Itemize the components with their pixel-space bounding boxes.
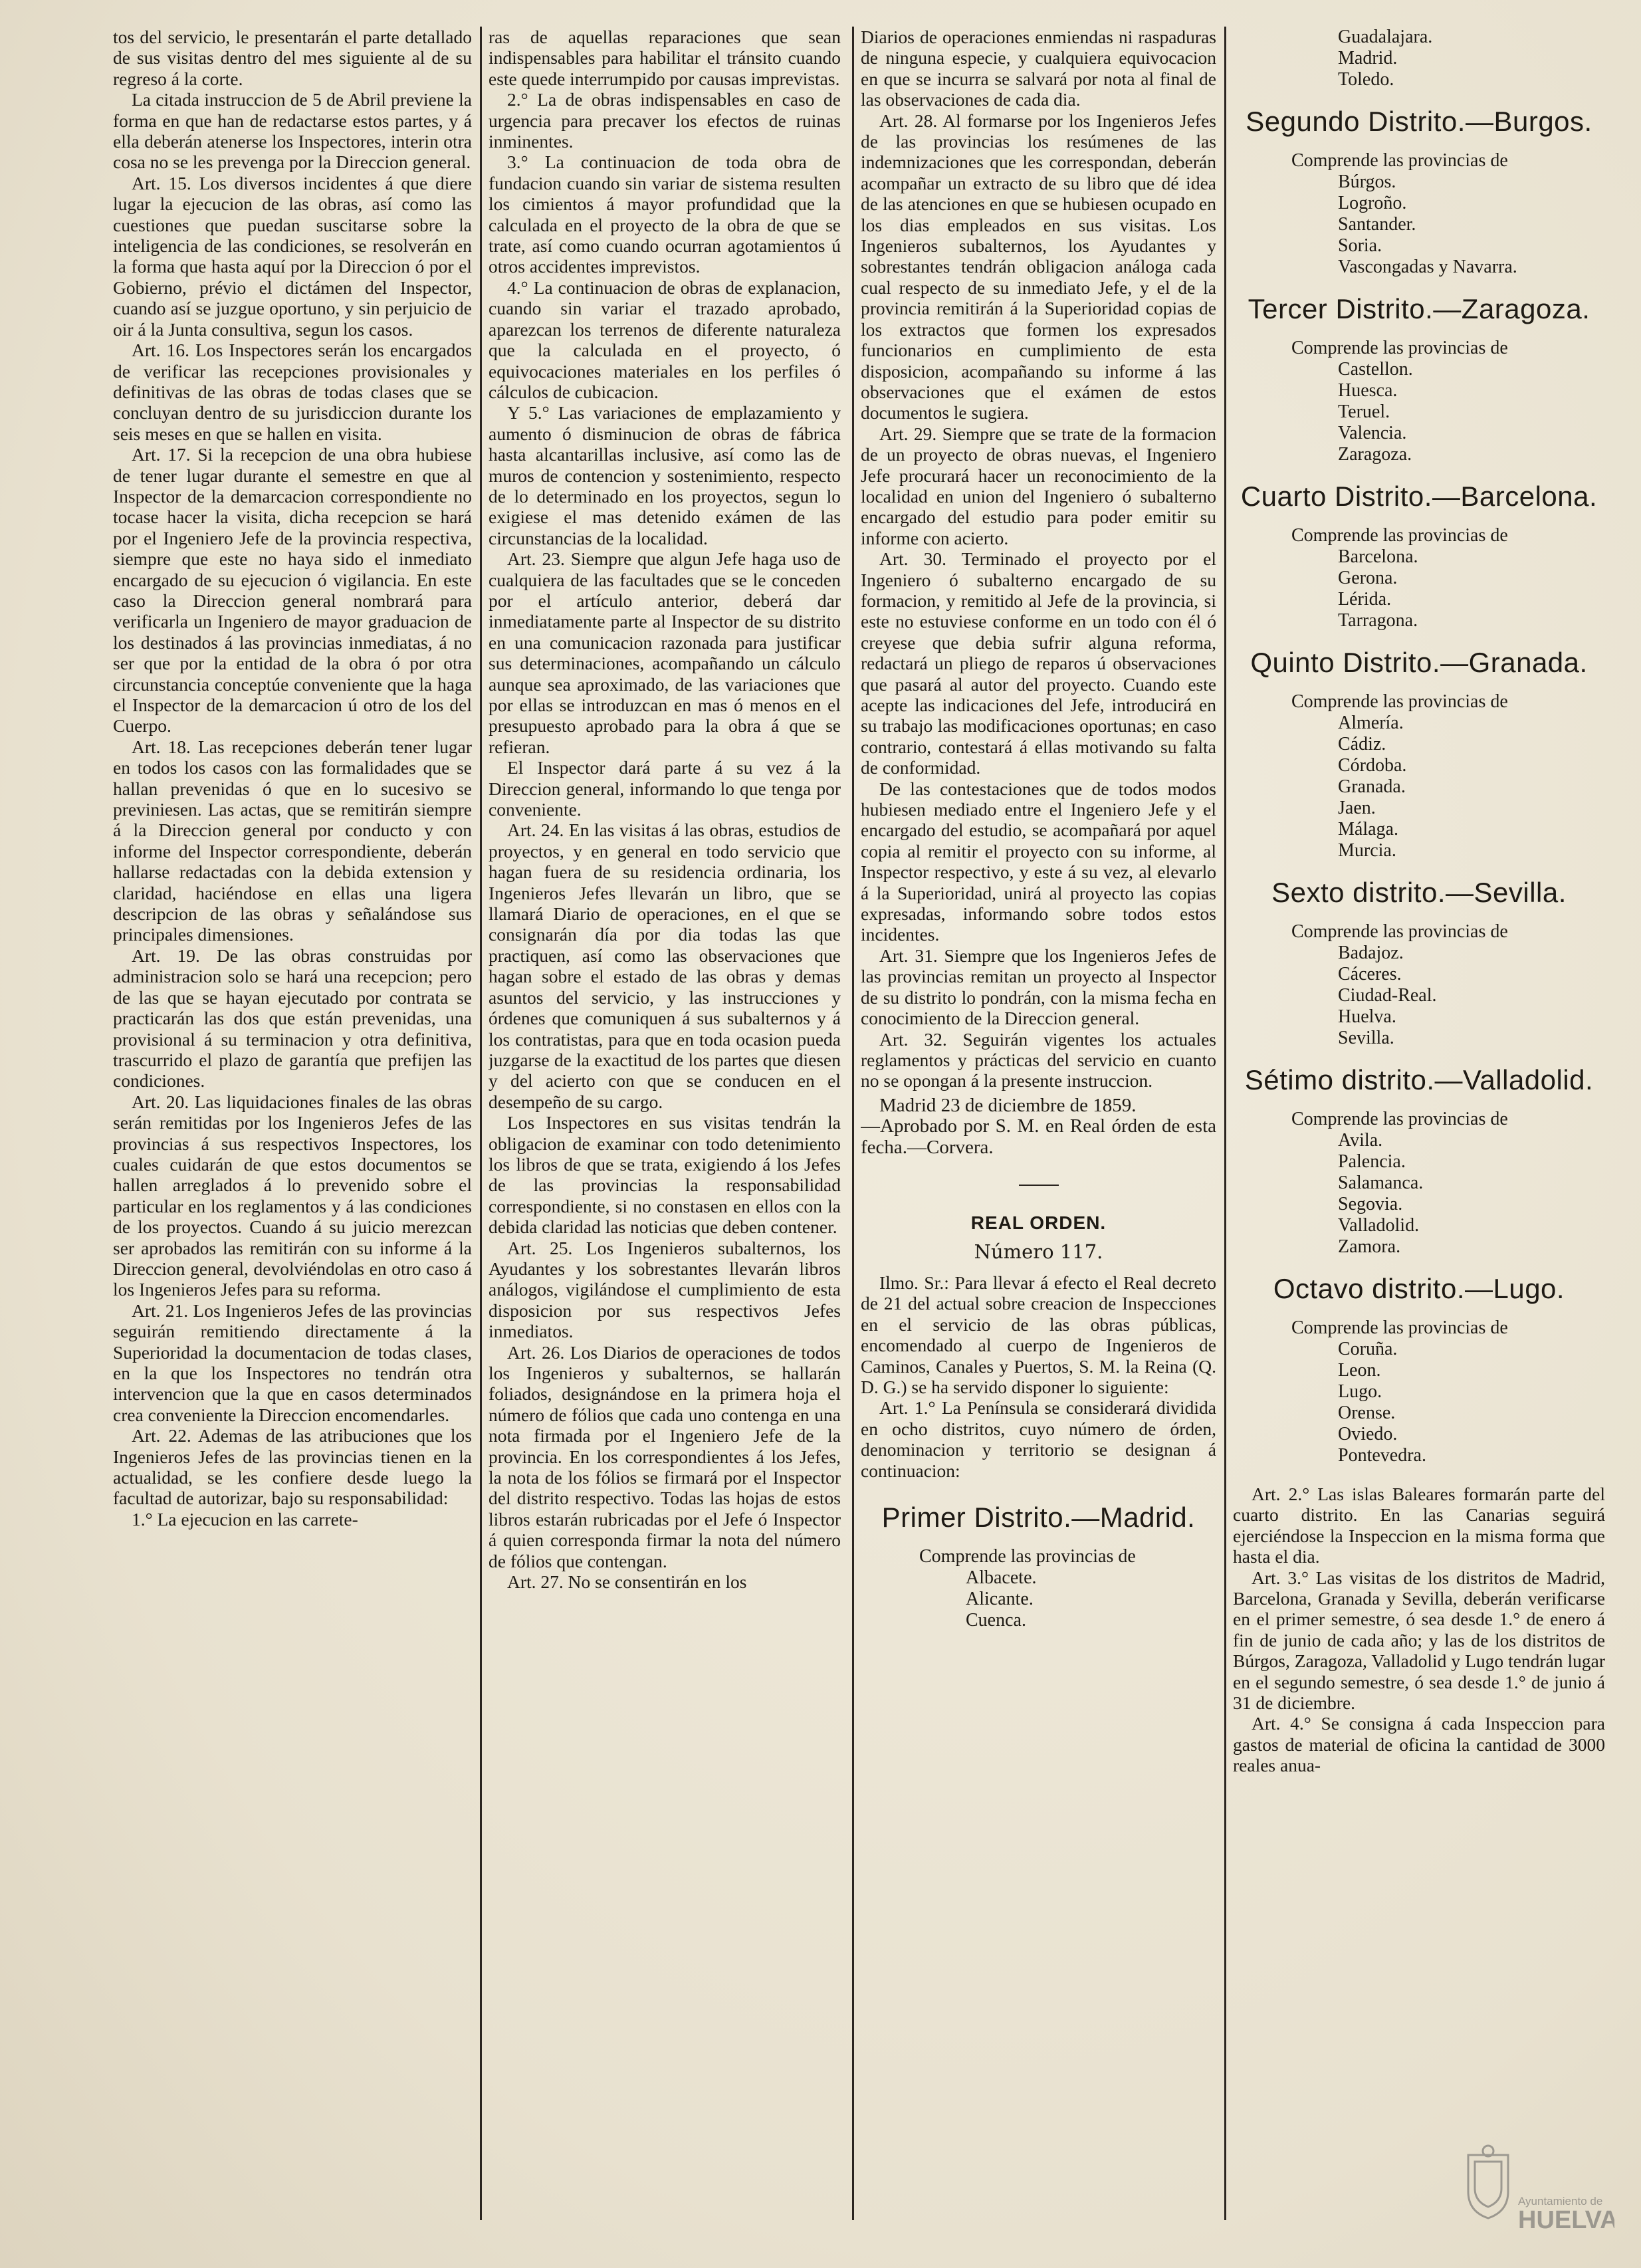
real-orden-title: REAL ORDEN.: [970, 1212, 1107, 1233]
district-heading: Sexto distrito.—Sevilla.: [1271, 877, 1567, 908]
district-province-list: [861, 1567, 1216, 1631]
province-name: Pontevedra.: [1338, 1445, 1426, 1466]
province-name: Logroño.: [1338, 193, 1407, 213]
province-name: Oviedo.: [1338, 1424, 1398, 1444]
paragraph: Art. 3.° Las visitas de los distritos de Madrid, Barcelona, Granada y Sevilla, deberán verificarse en el primer semestre, ó sea desde 1.° de enero á fin de junio de cada año; y las de los distritos de Búrgos, Zaragoza, Valladolid y Lugo tendrán lugar en el segundo semestre, ó sea desde 1.° de junio á 31 de diciembre.: [1233, 1567, 1605, 1714]
province-name: Albacete.: [966, 1567, 1037, 1588]
province-name: Valencia.: [1338, 423, 1407, 443]
province-name: Granada.: [1338, 776, 1406, 797]
province-name: Zamora.: [1338, 1236, 1401, 1257]
paragraph: Art. 20. Las liquidaciones finales de las obras serán remitidas por los Ingenieros Jefes de las provincias á sus respectivos Inspectores, los cuales cuidarán de que estos documentos se hallen arreglados á lo prevenido sobre el particular en los reglamentos y á las condiciones de los proyectos. Cuando á su juicio merezcan ser aprobados las remitirán con su informe á la Direccion general, devolviéndolas en otro caso á los Ingenieros Jefes para su reforma.: [113, 1091, 472, 1300]
district-comprises: Comprende las provincias de: [1291, 525, 1508, 546]
province-name: Gerona.: [1338, 568, 1398, 588]
district-province-list: [1233, 27, 1605, 90]
province-name: Soria.: [1338, 235, 1382, 256]
column-3-articles: [861, 27, 1216, 1091]
province-name: Murcia.: [1338, 840, 1396, 861]
paragraph: Art. 24. En las visitas á las obras, estudios de proyectos, y en general en todo servicio que hagan fuera de su residencia ordinaria, los Ingenieros Jefes llevarán un libro, que se llamará Diario de operaciones, en el que se consignarán día por dia todas las que practiquen, así como las observaciones que hagan sobre el estado de las obras y demas asuntos del servicio, y las instrucciones y órdenes que comuniquen á sus subalternos y á los contratistas, para que en toda ocasion pueda juzgarse de la exactitud de los partes que diesen y del acierto con que se conducen en el desempeño de su cargo.: [489, 820, 841, 1112]
paragraph: Art. 21. Los Ingenieros Jefes de las provincias seguirán remitiendo directamente á la Superioridad la documentacion de todas clases, en la que los Inspectores no tendrán otra intervencion que la que en casos determinados crea conveniente la Direccion encomendarles.: [113, 1300, 472, 1425]
district-comprises: Comprende las provincias de: [1291, 150, 1508, 171]
paragraph: Art. 27. No se consentirán en los: [507, 1571, 747, 1593]
province-name: Lérida.: [1338, 589, 1392, 610]
paragraph: Art. 25. Los Ingenieros subalternos, los Ayudantes y los sobrestantes llevarán libros análogos, vigilándose el cumplimiento de esta disposicion por sus respectivos Jefes inmediatos.: [489, 1237, 841, 1342]
paragraph: Art. 15. Los diversos incidentes á que diere lugar la ejecucion de las obras, así como las cuestiones que puedan suscitarse sobre la inteligencia de las condiciones, se resolverán en la forma que hasta aquí por la Direccion ó por el Gobierno, prévio el dictámen del Inspector, cuando así se juzgue oportuno, y sin perjuicio de oir á la Junta consultiva, segun los casos.: [113, 172, 472, 340]
paragraph: Art. 28. Al formarse por los Ingenieros Jefes de las provincias los resúmenes de las indemnizaciones que les correspondan, deberán acompañar un extracto de su libro que dé idea de las atenciones en que se hubiesen ocupado en los dias empleados en sus visitas. Los Ingenieros subalternos, los Ayudantes y sobrestantes tendrán obligacion análoga cada cual respecto de su inmediato Jefe, y el de la provincia remitirán á la Superioridad copias de los extractos que formen los expresados funcionarios en cumplimiento de esta disposicion, acompañando su informe á las observaciones que el exámen de estos documentos le sugiera.: [861, 110, 1216, 423]
province-name: Ciudad-Real.: [1338, 985, 1437, 1006]
province-name: Córdoba.: [1338, 755, 1407, 776]
signature-date: Madrid 23 de diciembre de 1859.: [879, 1094, 1137, 1116]
province-name: Jaen.: [1338, 798, 1376, 818]
paragraph: Art. 29. Siempre que se trate de la formacion de un proyecto de obras nuevas, el Ingeniero Jefe procurará hacer un reconocimiento de la localidad en union del Ingeniero ó subalterno encargado del estudio para poder emitir su informe con acierto.: [861, 423, 1216, 548]
paragraph: Y 5.° Las variaciones de emplazamiento y aumento ó disminucion de obras de fábrica hasta alcantarillas inclusive, así como las de muros de contencion y sostenimiento, respecto de lo determinado en los proyectos, segun lo exigiese el mas detenido exámen de las circunstancias de la localidad.: [489, 402, 841, 548]
province-name: Lugo.: [1338, 1381, 1382, 1402]
province-name: Salamanca.: [1338, 1173, 1424, 1193]
province-name: Zaragoza.: [1338, 444, 1412, 465]
province-name: Sevilla.: [1338, 1028, 1394, 1048]
province-name: Huesca.: [1338, 380, 1398, 401]
stamp-line1: Ayuntamiento de: [1518, 2195, 1603, 2208]
province-name: Búrgos.: [1338, 171, 1396, 192]
district-heading: Cuarto Distrito.—Barcelona.: [1240, 481, 1598, 512]
real-orden-article-1: Art. 1.° La Península se considerará dividida en ocho distritos, cuyo número de órden, denominacion y territorio se designan á continuacion:: [861, 1397, 1216, 1481]
district-heading: Sétimo distrito.—Valladolid.: [1244, 1064, 1594, 1095]
province-name: Cuenca.: [966, 1610, 1026, 1631]
column-3: [861, 27, 1216, 2240]
province-name: Huelva.: [1338, 1006, 1396, 1027]
section-divider: [1019, 1185, 1059, 1186]
province-name: Toledo.: [1338, 69, 1394, 90]
column-divider: [1224, 27, 1226, 2220]
province-name: Badajoz.: [1338, 943, 1404, 963]
paragraph: 3.° La continuacion de toda obra de fundacion cuando sin variar de sistema resulten los cimientos á mayor profundidad que la calculada en el proyecto de la obra de que se trate, así como cuando ocurran agotamientos ú otros accidentes imprevistos.: [489, 152, 841, 277]
paragraph: 2.° La de obras indispensables en caso de urgencia para precaver los efectos de ruinas inminentes.: [489, 89, 841, 152]
province-name: Palencia.: [1338, 1151, 1406, 1172]
province-name: Cádiz.: [1338, 734, 1386, 754]
province-name: Madrid.: [1338, 48, 1398, 68]
province-name: Segovia.: [1338, 1194, 1403, 1214]
paragraph: La citada instruccion de 5 de Abril previene la forma en que han de redactarse estos partes, y á ella deberán atenerse los Inspectores, interin otra cosa no se les prevenga por la Direccion general.: [113, 89, 472, 173]
paragraph: Art. 2.° Las islas Baleares formarán parte del cuarto distrito. En las Canarias seguirá ejerciéndose la Inspeccion en la misma forma que hasta el dia.: [1233, 1484, 1605, 1567]
district-comprises: Comprende las provincias de: [1291, 691, 1508, 712]
district-comprises: Comprende las provincias de: [1291, 1109, 1508, 1129]
paragraph: De las contestaciones que de todos modos hubiesen mediado entre el Ingeniero Jefe y el encargado del estudio, se acompañará por aquel copia al remitir el proyecto con su informe, al Inspector respectivo, y este á su vez, al elevarlo á la Superioridad, unirá al proyecto las copias expresadas, informando sobre todos estos incidentes.: [861, 778, 1216, 945]
paragraph: Los Inspectores en sus visitas tendrán la obligacion de examinar con todo detenimiento los libros de que se trata, exigiendo á los Jefes de las provincias la responsabilidad correspondiente, si no constasen en ellos con la debida claridad las noticias que deben contener.: [489, 1112, 841, 1238]
province-name: Vascongadas y Navarra.: [1338, 257, 1517, 277]
province-name: Valladolid.: [1338, 1215, 1420, 1236]
column-2: [489, 27, 841, 2240]
district-heading: Quinto Distrito.—Granada.: [1250, 647, 1588, 678]
province-name: Orense.: [1338, 1403, 1396, 1423]
stamp-line2: HUELVA: [1518, 2206, 1614, 2234]
province-name: Almería.: [1338, 713, 1404, 733]
column-1: [113, 27, 472, 2240]
province-name: Cáceres.: [1338, 964, 1402, 984]
province-name: Teruel.: [1338, 401, 1390, 422]
paragraph: Art. 32. Seguirán vigentes los actuales reglamentos y prácticas del servicio en cuanto no se opongan á la presente instruccion.: [861, 1028, 1216, 1091]
district-comprises: Comprende las provincias de: [1291, 921, 1508, 942]
district-comprises: Comprende las provincias de: [1291, 338, 1508, 358]
paragraph: Art. 31. Siempre que los Ingenieros Jefes de las provincias remitan un proyecto al Inspector de su distrito lo pondrán, con la misma fecha en conocimiento de la Direccion general.: [861, 945, 1216, 1029]
province-name: Coruña.: [1338, 1339, 1398, 1359]
coat-of-arms-icon: [1455, 2142, 1614, 2241]
district-heading: Segundo Distrito.—Burgos.: [1246, 106, 1592, 137]
paragraph: Art. 30. Terminado el proyecto por el Ingeniero ó subalterno encargado de su formacion, y remitido al Jefe de la provincia, si este no estuviese conforme en un todo con él ó creyese que debia sufrir alguna reforma, redactará un pliego de reparos ú observaciones que pasará al autor del proyecto. Cuando este acepte las indicaciones del Jefe, introducirá en su trabajo las modificaciones oportunas; en caso contrario, contestará á ellas motivando su falta de conformidad.: [861, 548, 1216, 778]
column-divider: [480, 27, 482, 2220]
province-name: Tarragona.: [1338, 610, 1418, 631]
province-name: Leon.: [1338, 1360, 1381, 1381]
province-name: Avila.: [1338, 1130, 1383, 1151]
province-name: Barcelona.: [1338, 546, 1418, 567]
province-name: Alicante.: [966, 1589, 1034, 1609]
paragraph: Art. 19. De las obras construidas por administracion solo se hará una recepcion; pero de las que se hayan ejecutado por contrata se practicarán las dos que están prevenidas, una provisional á su terminacion y otra definitiva, trascurrido el plazo de garantía que prefijen las condiciones.: [113, 945, 472, 1091]
paragraph: tos del servicio, le presentarán el parte detallado de sus visitas dentro del mes siguiente al de su regreso á la corte.: [113, 27, 472, 89]
paragraph: Art. 18. Las recepciones deberán tener lugar en todos los casos con las formalidades que se hallan prevenidas ó que en lo sucesivo se previniesen. Las actas, que se remitirán siempre á la Direccion general por conducto y con informe del Inspector correspondiente, deberán hallarse redactadas con la debida extension y claridad, haciéndose en ellas una ligera descripcion de las obras y señalándose sus principales dimensiones.: [113, 736, 472, 945]
district-heading: Primer Distrito.—Madrid.: [881, 1502, 1196, 1533]
district-heading: Octavo distrito.—Lugo.: [1273, 1273, 1565, 1304]
column-4: [1233, 27, 1605, 2240]
paragraph: 1.° La ejecucion en las carrete-: [132, 1508, 358, 1530]
district-comprises: Comprende las provincias de: [1291, 1317, 1508, 1338]
district-heading: Tercer Distrito.—Zaragoza.: [1248, 293, 1590, 324]
district-comprises: Comprende las provincias de: [919, 1546, 1136, 1567]
huelva-archive-logo: [1455, 2142, 1614, 2241]
paragraph: Art. 16. Los Inspectores serán los encargados de verificar las recepciones provisionales y definitivas de las obras de todas clases que se concluyan dentro de su jurisdiccion durante los seis meses en que se hallen en visita.: [113, 340, 472, 444]
paragraph: Art. 26. Los Diarios de operaciones de todos los Ingenieros y subalternos, se hallarán foliados, designándose en la primera hoja el número de fólios que cada uno contenga en una nota firmada por el Ingeniero Jefe de la provincia. En los correspondientes á los Jefes, la nota de los fólios se firmará por el Inspector del distrito respectivo. Todas las hojas de estos libros estarán rubricadas por el Jefe ó Inspector á quien corresponda firmar la nota del número de fólios que contengan.: [489, 1341, 841, 1571]
real-orden-body: Ilmo. Sr.: Para llevar á efecto el Real decreto de 21 del actual sobre creacion de Inspecciones en el servicio de las obras públicas, encomendado al cuerpo de Ingenieros de Caminos, Canales y Puertos, S. M. la Reina (Q. D. G.) se ha servido disponer lo siguiente:: [861, 1272, 1216, 1397]
paragraph: Art. 23. Siempre que algun Jefe haga uso de cualquiera de las facultades que se le conceden por el artículo anterior, deberá dar inmediatamente parte al Inspector de su distrito en una comunicacion razonada para justificar sus determinaciones, acompañando un cálculo aunque sea aproximado, de las variaciones que por ellas se introduzcan en mas ó menos en el presupuesto aprobado para la obra á que se refieran.: [489, 548, 841, 757]
paragraph: Art. 22. Ademas de las atribuciones que los Ingenieros Jefes de las provincias tienen en la actualidad, se les confiere desde luego la facultad de autorizar, bajo su responsabilidad:: [113, 1425, 472, 1509]
province-name: Málaga.: [1338, 819, 1398, 840]
paragraph: 4.° La continuacion de obras de explanacion, cuando sin variar el trazado aprobado, aparezcan los terrenos de diferente naturaleza que la calculada en el proyecto, ó equivocaciones materiales en los perfiles ó cálculos de cubicacion.: [489, 277, 841, 402]
signature-approval: —Aprobado por S. M. en Real órden de esta fecha.—Corvera.: [861, 1115, 1216, 1158]
column-4-articles: [1233, 1484, 1605, 1776]
district-list: [1233, 105, 1605, 1466]
paragraph: ras de aquellas reparaciones que sean indispensables para habilitar el tránsito cuando este quede interrumpido por causas imprevistas.: [489, 27, 841, 89]
paragraph: El Inspector dará parte á su vez á la Direccion general, informando lo que tenga por conveniente.: [489, 757, 841, 820]
real-orden-number: Número 117.: [974, 1240, 1103, 1263]
paragraph: Art. 4.° Se consigna á cada Inspeccion para gastos de material de oficina la cantidad de 3000 reales anua-: [1233, 1713, 1605, 1776]
paragraph: Art. 17. Si la recepcion de una obra hubiese de tener lugar durante el semestre en que al Inspector de la demarcacion correspondiente no tocase hacer la visita, dicha recepcion se hará por el Ingeniero Jefe de la provincia respectiva, siempre que este no haya sido el inmediato encargado de su ejecucion ó vigilancia. En este caso la Direccion general nombrará para verificarla un Ingeniero de mayor graduacion de los destinados á las provincias inmediatas, á no ser que por la entidad de la obra ó por otra circunstancia conceptúe conveniente que la haga el Inspector de la demarcacion ú otro de los del Cuerpo.: [113, 444, 472, 737]
column-divider: [852, 27, 854, 2220]
province-name: Santander.: [1338, 214, 1416, 235]
province-name: Castellon.: [1338, 359, 1413, 380]
province-name: Guadalajara.: [1338, 27, 1433, 47]
paragraph: Diarios de operaciones enmiendas ni raspaduras de ninguna especie, y cualquiera equivocacion en que se incurra se salvará por nota al final de las observaciones de cada dia.: [861, 27, 1216, 110]
